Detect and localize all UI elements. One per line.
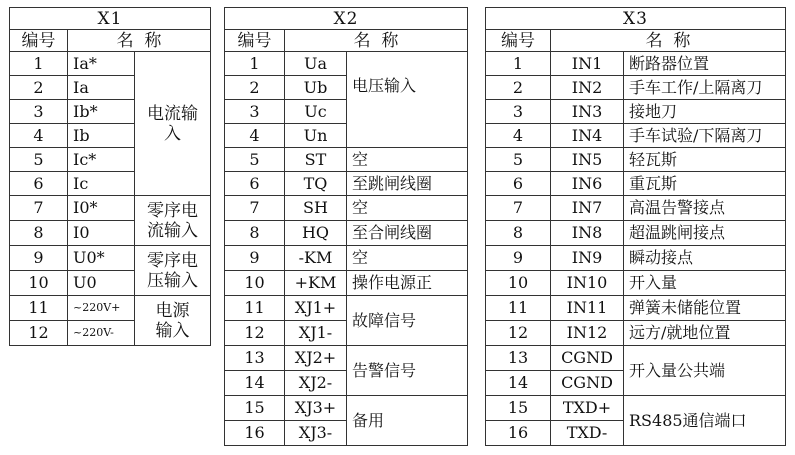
terminal-number: 8 <box>225 221 285 246</box>
desc-text: 手车试验/下隔离刀 <box>624 124 786 148</box>
desc-text: 至跳闸线圈 <box>347 172 468 196</box>
signal-code: ~220V- <box>68 321 135 346</box>
terminal-number: 13 <box>225 346 285 371</box>
terminal-number: 4 <box>486 124 551 148</box>
desc-text: 空 <box>347 246 468 271</box>
group-label-power-input: 电源输入 <box>135 296 211 346</box>
signal-code: IN8 <box>551 221 624 246</box>
terminal-number: 5 <box>225 148 285 172</box>
terminal-number: 9 <box>10 246 68 271</box>
signal-code: TXD- <box>551 421 624 446</box>
terminal-number: 9 <box>225 246 285 271</box>
signal-code: XJ3- <box>285 421 347 446</box>
signal-code: CGND <box>551 346 624 371</box>
signal-code: Ib <box>68 124 135 148</box>
signal-code: Ib* <box>68 100 135 124</box>
desc-text: 断路器位置 <box>624 52 786 76</box>
terminal-number: 5 <box>10 148 68 172</box>
signal-code: IN7 <box>551 196 624 221</box>
terminal-number: 12 <box>10 321 68 346</box>
signal-code: Ic <box>68 172 135 196</box>
terminal-number: 10 <box>10 271 68 296</box>
terminal-number: 12 <box>225 321 285 346</box>
signal-code: -KM <box>285 246 347 271</box>
desc-text: 接地刀 <box>624 100 786 124</box>
signal-code: IN2 <box>551 76 624 100</box>
signal-code: U0 <box>68 271 135 296</box>
desc-text: 轻瓦斯 <box>624 148 786 172</box>
terminal-number: 1 <box>225 52 285 76</box>
desc-alarm-signal: 告警信号 <box>347 346 468 396</box>
desc-text: 远方/就地位置 <box>624 321 786 346</box>
column-header-name: 名 称 <box>285 30 468 52</box>
terminal-number: 4 <box>225 124 285 148</box>
desc-spare: 备用 <box>347 396 468 446</box>
signal-code: IN4 <box>551 124 624 148</box>
signal-code: IN3 <box>551 100 624 124</box>
signal-code: ~220V+ <box>68 296 135 321</box>
desc-text: 空 <box>347 148 468 172</box>
desc-text: 瞬动接点 <box>624 246 786 271</box>
desc-text: 开入量 <box>624 271 786 296</box>
table-title: X2 <box>225 8 468 30</box>
signal-code: IN9 <box>551 246 624 271</box>
signal-code: Ua <box>285 52 347 76</box>
column-header-number: 编号 <box>486 30 551 52</box>
terminal-number: 8 <box>486 221 551 246</box>
desc-text: 重瓦斯 <box>624 172 786 196</box>
signal-code: IN6 <box>551 172 624 196</box>
terminal-table-x2 <box>224 7 468 446</box>
desc-input-common: 开入量公共端 <box>624 346 786 396</box>
table-title: X3 <box>486 8 786 30</box>
terminal-number: 3 <box>10 100 68 124</box>
terminal-number: 2 <box>486 76 551 100</box>
signal-code: Ia* <box>68 52 135 76</box>
terminal-number: 14 <box>225 371 285 396</box>
signal-code: ST <box>285 148 347 172</box>
column-header-number: 编号 <box>10 30 68 52</box>
terminal-table-x3 <box>485 7 786 446</box>
terminal-number: 10 <box>225 271 285 296</box>
column-header-name: 名 称 <box>551 30 786 52</box>
signal-code: HQ <box>285 221 347 246</box>
desc-fault-signal: 故障信号 <box>347 296 468 346</box>
terminal-number: 6 <box>225 172 285 196</box>
signal-code: TXD+ <box>551 396 624 421</box>
terminal-number: 2 <box>225 76 285 100</box>
terminal-number: 16 <box>225 421 285 446</box>
terminal-number: 1 <box>10 52 68 76</box>
signal-code: Ia <box>68 76 135 100</box>
terminal-number: 2 <box>10 76 68 100</box>
terminal-number: 4 <box>10 124 68 148</box>
terminal-number: 12 <box>486 321 551 346</box>
column-header-name: 名 称 <box>68 30 211 52</box>
desc-rs485-port: RS485通信端口 <box>624 396 786 446</box>
desc-text: 至合闸线圈 <box>347 221 468 246</box>
signal-code: U0* <box>68 246 135 271</box>
terminal-number: 14 <box>486 371 551 396</box>
signal-code: SH <box>285 196 347 221</box>
terminal-number: 3 <box>486 100 551 124</box>
group-label-zero-seq-current-input: 零序电流输入 <box>135 196 211 246</box>
signal-code: XJ3+ <box>285 396 347 421</box>
signal-code: IN11 <box>551 296 624 321</box>
desc-text: 空 <box>347 196 468 221</box>
terminal-number: 11 <box>10 296 68 321</box>
desc-text: 手车工作/上隔离刀 <box>624 76 786 100</box>
terminal-number: 6 <box>10 172 68 196</box>
terminal-number: 7 <box>486 196 551 221</box>
group-label-current-input: 电流输入 <box>135 52 211 196</box>
signal-code: TQ <box>285 172 347 196</box>
signal-code: IN10 <box>551 271 624 296</box>
desc-text: 操作电源正 <box>347 271 468 296</box>
terminal-number: 11 <box>225 296 285 321</box>
terminal-number: 7 <box>10 196 68 221</box>
group-label-zero-seq-voltage-input: 零序电压输入 <box>135 246 211 296</box>
signal-code: Un <box>285 124 347 148</box>
signal-code: +KM <box>285 271 347 296</box>
terminal-number: 16 <box>486 421 551 446</box>
terminal-number: 8 <box>10 221 68 246</box>
signal-code: IN1 <box>551 52 624 76</box>
signal-code: XJ1- <box>285 321 347 346</box>
signal-code: Uc <box>285 100 347 124</box>
terminal-number: 9 <box>486 246 551 271</box>
desc-text: 超温跳闸接点 <box>624 221 786 246</box>
signal-code: I0* <box>68 196 135 221</box>
signal-code: XJ2+ <box>285 346 347 371</box>
terminal-number: 7 <box>225 196 285 221</box>
signal-code: IN5 <box>551 148 624 172</box>
signal-code: Ub <box>285 76 347 100</box>
desc-text: 高温告警接点 <box>624 196 786 221</box>
terminal-number: 5 <box>486 148 551 172</box>
signal-code: XJ1+ <box>285 296 347 321</box>
signal-code: XJ2- <box>285 371 347 396</box>
table-title: X1 <box>10 8 211 30</box>
desc-voltage-input: 电压输入 <box>347 52 468 148</box>
terminal-table-x1 <box>9 7 211 346</box>
column-header-number: 编号 <box>225 30 285 52</box>
terminal-number: 1 <box>486 52 551 76</box>
signal-code: IN12 <box>551 321 624 346</box>
desc-text: 弹簧未储能位置 <box>624 296 786 321</box>
terminal-number: 3 <box>225 100 285 124</box>
signal-code: I0 <box>68 221 135 246</box>
signal-code: Ic* <box>68 148 135 172</box>
signal-code: CGND <box>551 371 624 396</box>
terminal-number: 13 <box>486 346 551 371</box>
terminal-number: 6 <box>486 172 551 196</box>
terminal-number: 15 <box>225 396 285 421</box>
terminal-number: 11 <box>486 296 551 321</box>
terminal-number: 10 <box>486 271 551 296</box>
terminal-number: 15 <box>486 396 551 421</box>
